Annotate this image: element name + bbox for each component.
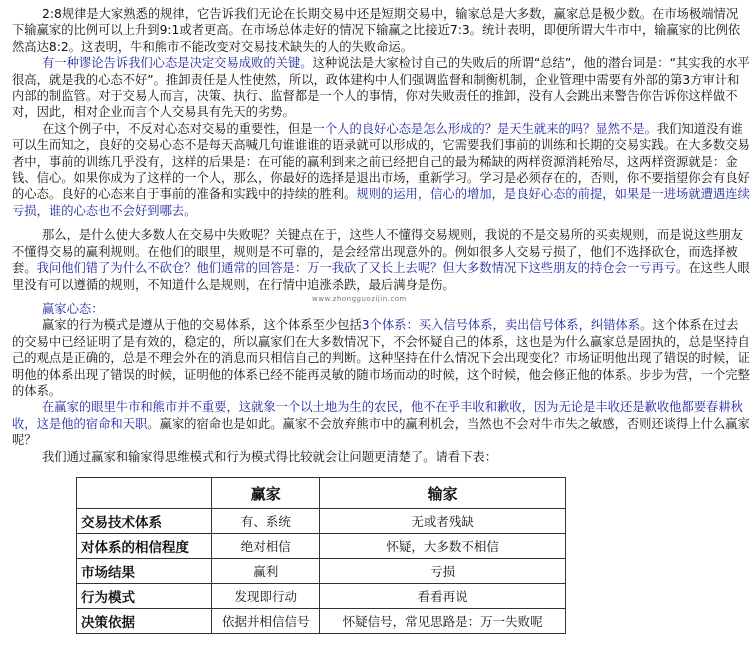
highlight-text: 我问他们错了为什么不砍仓？他们通常的回答是：万一我砍了又长上去呢？但大多数情况下这些朋友的持仓会一亏再亏。 [36, 261, 689, 276]
paragraph-text: 我们知道没有谁可以生而知之，良好的交易心态不是每天高喊几句谁谁谁的语录就可以形成的，它需要我们事前的训练和长期的交易实践。在大多数交易者中，事前的训练几乎没有，这样的后果是：在可能的赢利到来之前已经把自己的最为稀缺的两样资源消耗殆尽，这两样资源就是：金钱、信心。如果你成为了这样的一个人，那么，你最好的选择是退出市场，重新学习。学习是必须存在的，否则，你不要指望你会有良好的心态。良好的心态来自于事前的准备和实践中的持续的胜利。 [12, 121, 750, 202]
table-header-cell [77, 478, 212, 509]
paragraph-text: 在这个例子中，不反对心态对交易的重要性，但是 [42, 121, 313, 136]
table-cell: 无或者残缺 [320, 509, 566, 534]
paragraph-text: 那么，是什么使大多数人在交易中失败呢？关键点在于，这些人不懂得交易规则，我说的不是交易所的买卖规则，而是说这些朋友不懂得交易的赢利规则。在他们的眼里，规则是不可靠的，是会经常出现意外的。例如很多人交易亏损了，他们不选择砍仓，而选择被套。 [12, 228, 743, 276]
paragraph-mindset-formation [12, 121, 750, 219]
highlight-text: 规则的运用，信心的增加，是良好心态的前提，如果是一进场就遭遇连续亏损，谁的心态也不会好到哪去。 [12, 187, 750, 218]
paragraph-text: 这种说法是大家检讨自己的失败后的所谓“总结”，他的潜台词是：“其实我的水平很高，就是我的心态不好”。推卸责任是人性使然，所以，政体建构中人们强调监督和制衡机制，企业管理中需要有外部的第3方审计和内部的制监管。对于交易人而言，决策、执行、监督都是一个人的事情，你对失败责任的推卸，没有人会跳出来警告你告诉你这样做不对，因此，相对企业而言个人交易具有先天的劣势。 [12, 56, 750, 120]
table-header-cell: 输家 [320, 478, 566, 509]
table-cell: 看看再说 [320, 584, 566, 609]
table-cell: 怀疑，大多数不相信 [320, 534, 566, 559]
paragraph-bull-bear [12, 399, 750, 448]
table-header-row [77, 478, 566, 509]
table-cell: 怀疑信号，常见思路是：万一失败呢 [320, 609, 566, 634]
paragraph-text: 在这些人眼里没有可以遵循的规则，不知道什么是规则，在行情中追涨杀跌，最后满身是伤。 [12, 261, 750, 292]
paragraph-text: 这个体系在过去的交易中已经证明了是有效的，稳定的，所以赢家们在大多数情况下，不会怀疑自己的体系，这也是为什么赢家总是固执的，总是坚持自己的观点是正确的，总是不理会外在的消息而只相信自己的判断。这种坚持在什么情况下会出现变化？市场证明他出现了错误的时候，证明他的体系出现了错误的时候，证明他的体系已经不能再灵敏的随市场而动的时候，这个时候，他会修正他的体系。步步为营，一个完整的体系。 [12, 318, 750, 398]
paragraph-table-intro: 我们通过赢家和输家得思维模式和行为模式得比较就会让问题更清楚了。请看下表： [42, 449, 497, 464]
table-cell: 亏损 [320, 559, 566, 584]
paragraph-winner-system [12, 317, 750, 399]
table-cell: 发现即行动 [212, 584, 320, 609]
highlight-text: 有一种谬论告诉我们心态是决定交易成败的关键。 [42, 56, 313, 71]
paragraph-text: 赢家的行为模式是遵从于他的交易体系，这个体系至少包括 [42, 318, 362, 333]
highlight-text: 3个体系：买入信号体系，卖出信号体系，纠错体系。 [361, 318, 653, 333]
table-row [77, 584, 566, 609]
section-heading-winner-mindset: 赢家心态： [42, 301, 104, 316]
table-row [77, 534, 566, 559]
table-row [77, 609, 566, 634]
highlight-text: 在赢家的眼里牛市和熊市并不重要，这就象一个以土地为生的农民，他不在乎丰收和歉收，因为无论是丰收还是歉收他都要春耕秋收，这是他的宿命和天职。 [12, 400, 743, 431]
paragraph-mindset-fallacy [12, 55, 750, 121]
table-header-cell: 赢家 [212, 478, 320, 509]
highlight-text: 一个人的良好心态是怎么形成的？是天生就来的吗？显然不是。 [312, 121, 657, 136]
table-row-label: 市场结果 [77, 559, 212, 584]
article-body [12, 6, 750, 465]
comparison-table [76, 477, 566, 634]
paragraph-failure-cause [12, 227, 750, 293]
watermark-text: www.zhongguozijin.com [312, 295, 407, 303]
table-cell: 赢利 [212, 559, 320, 584]
table-cell: 有、系统 [212, 509, 320, 534]
paragraph-text: 2:8规律是大家熟悉的规律，它告诉我们无论在长期交易中还是短期交易中，输家总是大多数，赢家总是极少数。在市场极端情况下输赢家的比例可以上升到9:1或者更高。在市场总体走好的情况下输赢之比接近7:3。统计表明，即便所谓大牛市中，输赢家的比例依然高达8:2。这表明，牛和熊市不能改变对交易技术缺失的人的失败命运。 [12, 7, 741, 54]
paragraph-text: 赢家的宿命也是如此。赢家不会放弃熊市中的赢利机会，当然也不会对牛市失之敏感，否则还谈得上什么赢家呢？ [12, 416, 750, 448]
paragraph-rule-28 [12, 6, 750, 55]
table-row-label: 交易技术体系 [77, 509, 212, 534]
table-row-label: 决策依据 [77, 609, 212, 634]
table-cell: 依据并相信信号 [212, 609, 320, 634]
table-cell: 绝对相信 [212, 534, 320, 559]
table-row [77, 559, 566, 584]
table-row [77, 509, 566, 534]
table-row-label: 行为模式 [77, 584, 212, 609]
table-row-label: 对体系的相信程度 [77, 534, 212, 559]
